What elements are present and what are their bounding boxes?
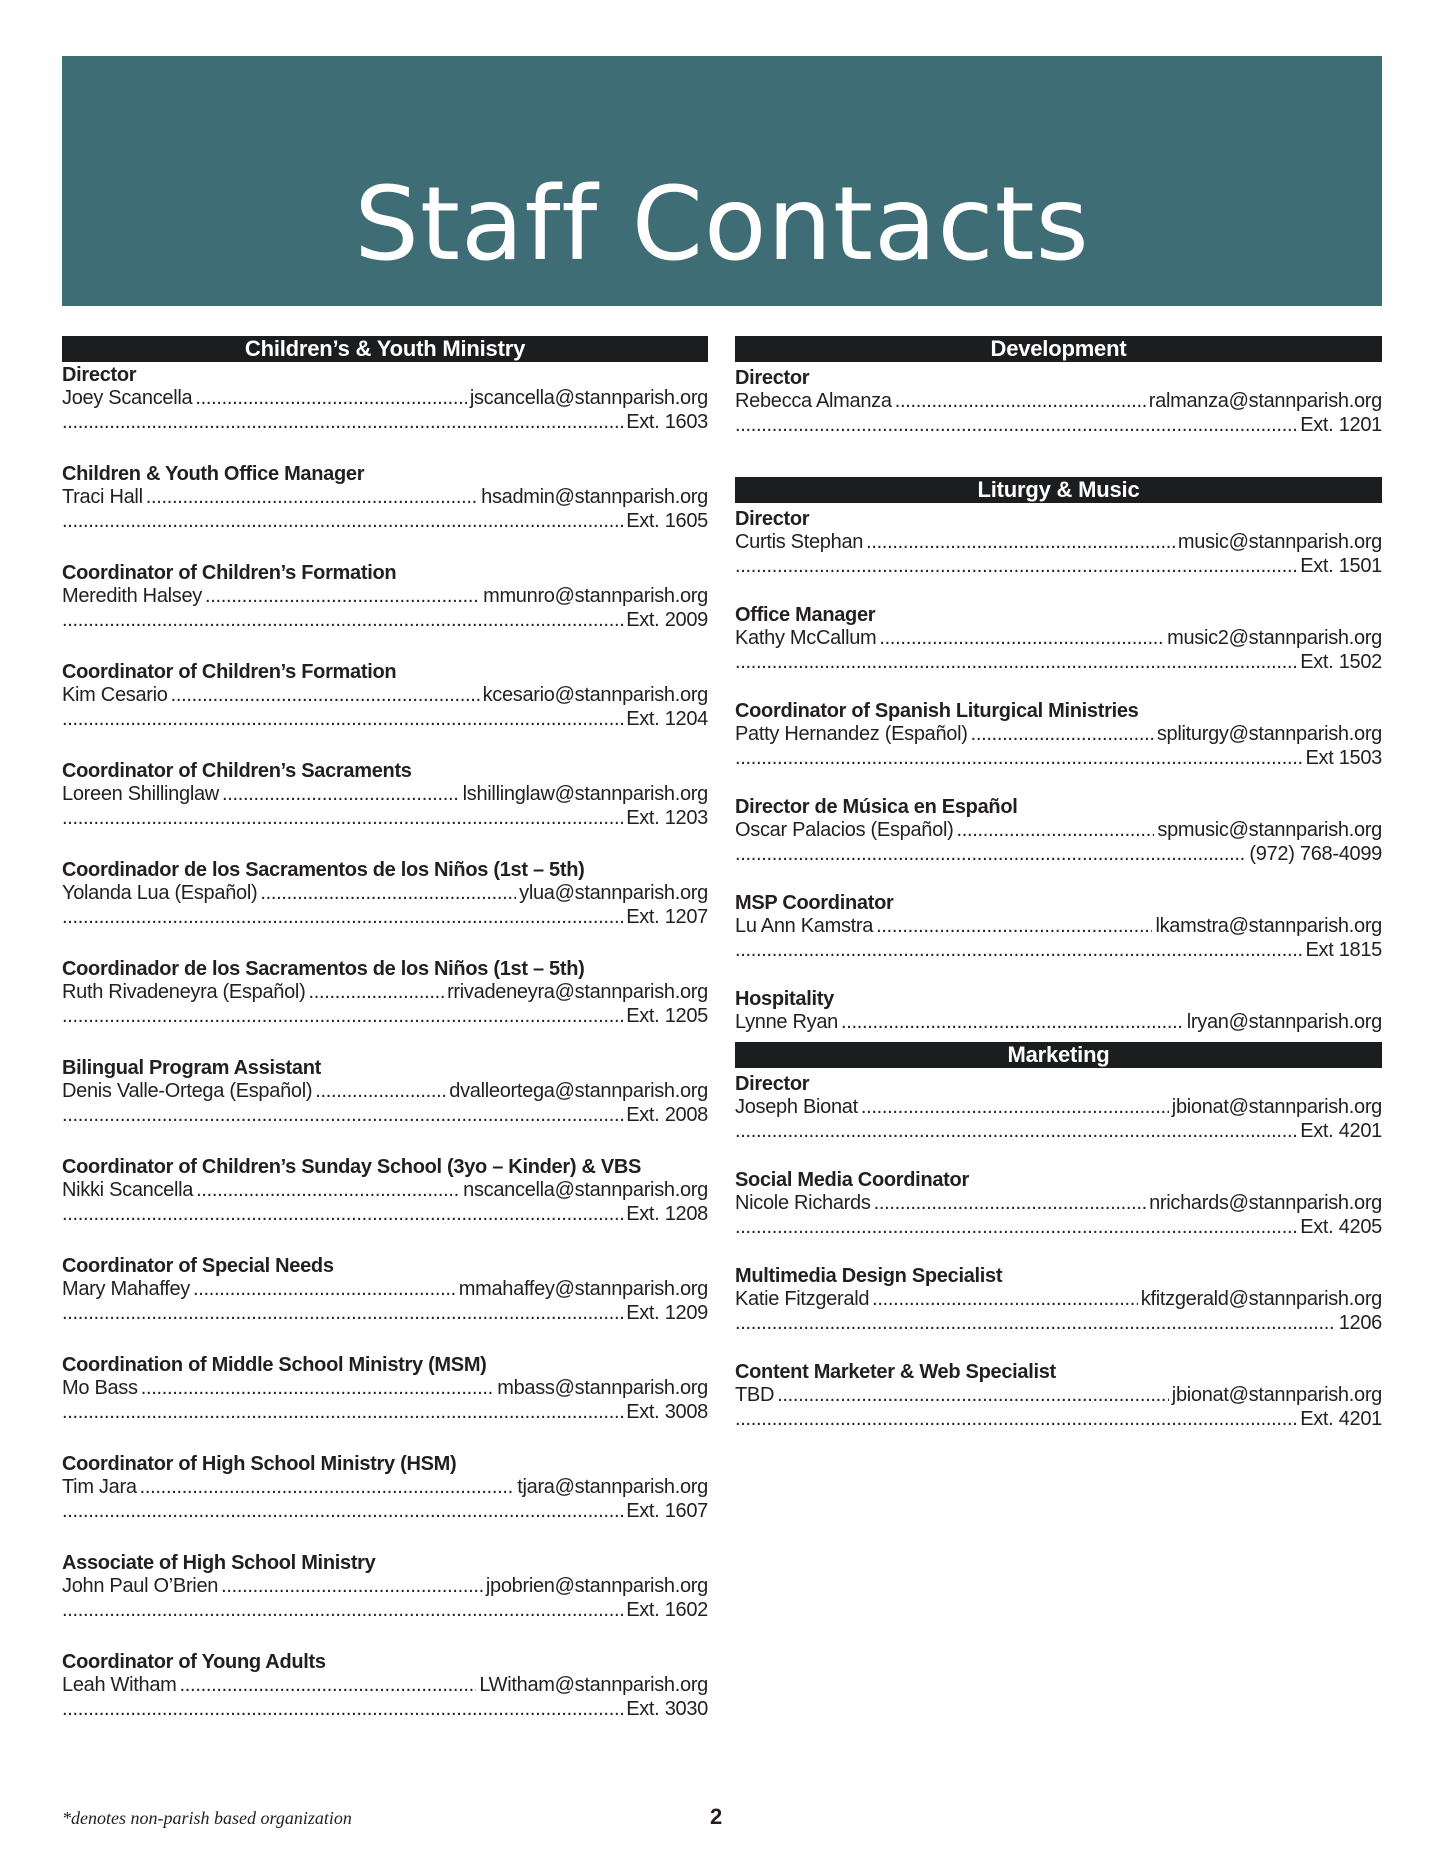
contact-extension-line <box>62 905 708 929</box>
contact-entry <box>62 958 708 1028</box>
contact-name: Loreen Shillinglaw <box>62 783 219 805</box>
contact-email[interactable]: rrivadeneyra@stannparish.org <box>447 981 708 1003</box>
section-header-marketing: Marketing <box>735 1042 1382 1068</box>
contact-role: Director <box>735 1073 810 1095</box>
contact-extension-line <box>62 1499 708 1523</box>
contact-email[interactable]: lshillinglaw@stannparish.org <box>462 783 708 805</box>
dot-leader <box>221 1574 483 1598</box>
contact-email[interactable]: mbass@stannparish.org <box>497 1377 708 1399</box>
contact-extension: Ext. 1603 <box>626 411 708 433</box>
contact-name-email-line <box>62 1178 708 1202</box>
contact-extension: Ext. 1607 <box>626 1500 708 1522</box>
dot-leader <box>735 1407 1297 1431</box>
contact-name-email-line <box>62 1574 708 1598</box>
contact-extension: Ext. 4201 <box>1300 1408 1382 1430</box>
dot-leader <box>62 1103 623 1127</box>
contact-name: Kim Cesario <box>62 684 168 706</box>
contact-name-email-line <box>735 1010 1382 1034</box>
contact-extension: Ext. 1207 <box>626 906 708 928</box>
contact-name: Nikki Scancella <box>62 1179 194 1201</box>
contact-entry <box>62 562 708 632</box>
contact-entry <box>62 1552 708 1622</box>
contact-email[interactable]: kcesario@stannparish.org <box>482 684 708 706</box>
contact-email[interactable]: mmunro@stannparish.org <box>483 585 708 607</box>
contact-extension-line <box>735 938 1382 962</box>
dot-leader <box>222 782 460 806</box>
contact-entry <box>62 364 708 434</box>
contact-entry <box>62 1057 708 1127</box>
dot-leader <box>777 1383 1169 1407</box>
contact-name-email-line <box>62 1079 708 1103</box>
contact-extension-line <box>62 608 708 632</box>
dot-leader <box>193 1277 456 1301</box>
dot-leader <box>866 530 1175 554</box>
contact-extension: Ext. 3008 <box>626 1401 708 1423</box>
footer-note: *denotes non-parish based organization <box>62 1808 352 1828</box>
contact-entry <box>62 760 708 830</box>
contact-name-email-line <box>735 389 1382 413</box>
contact-role: Coordinator of Special Needs <box>62 1255 334 1277</box>
dot-leader <box>205 584 480 608</box>
contact-name: Traci Hall <box>62 486 143 508</box>
contact-email[interactable]: ralmanza@stannparish.org <box>1148 390 1382 412</box>
contact-extension: Ext. 1501 <box>1300 555 1382 577</box>
contact-email[interactable]: music2@stannparish.org <box>1167 627 1382 649</box>
contact-name-email-line <box>62 386 708 410</box>
contact-name-email-line <box>62 485 708 509</box>
contact-extension: Ext 1503 <box>1305 747 1382 769</box>
contact-role: Multimedia Design Specialist <box>735 1265 1003 1287</box>
contact-entry <box>62 1651 708 1721</box>
dot-leader <box>62 1400 623 1424</box>
dot-leader <box>62 1499 623 1523</box>
contact-email[interactable]: ylua@stannparish.org <box>519 882 708 904</box>
page-title: Staff Contacts <box>354 165 1090 284</box>
contact-name: TBD <box>735 1384 775 1406</box>
dot-leader <box>971 722 1154 746</box>
contact-entry <box>62 1156 708 1226</box>
contact-role: MSP Coordinator <box>735 892 894 914</box>
contact-role: Coordinator of Spanish Liturgical Ministries <box>735 700 1139 722</box>
contact-name: Tim Jara <box>62 1476 137 1498</box>
contact-name: Katie Fitzgerald <box>735 1288 870 1310</box>
dot-leader <box>879 626 1164 650</box>
dot-leader <box>735 1311 1336 1335</box>
contact-extension-line <box>62 509 708 533</box>
contact-extension: Ext. 1201 <box>1300 414 1382 436</box>
dot-leader <box>876 914 1152 938</box>
contact-extension-line <box>735 554 1382 578</box>
contact-entry <box>735 892 1382 962</box>
contact-name-email-line <box>735 818 1382 842</box>
dot-leader <box>735 650 1297 674</box>
contact-email[interactable]: jbionat@stannparish.org <box>1171 1384 1382 1406</box>
contact-name-email-line <box>62 584 708 608</box>
contact-role: Director <box>62 364 137 386</box>
contact-name-email-line <box>62 1475 708 1499</box>
dot-leader <box>735 554 1297 578</box>
dot-leader <box>874 1191 1147 1215</box>
contact-extension: Ext. 3030 <box>626 1698 708 1720</box>
contact-role: Bilingual Program Assistant <box>62 1057 321 1079</box>
contact-list <box>735 508 1382 1034</box>
contact-email[interactable]: nscancella@stannparish.org <box>463 1179 708 1201</box>
contact-email[interactable]: jscancella@stannparish.org <box>469 387 708 409</box>
contact-extension: 1206 <box>1338 1312 1382 1334</box>
contact-extension-line <box>735 1119 1382 1143</box>
contact-role: Coordinador de los Sacramentos de los Niños (1st – 5th) <box>62 958 585 980</box>
contact-extension-line <box>735 842 1382 866</box>
dot-leader <box>140 1475 515 1499</box>
contact-entry <box>735 988 1382 1034</box>
dot-leader <box>735 746 1302 770</box>
contact-name-email-line <box>735 626 1382 650</box>
contact-extension: (972) 768-4099 <box>1249 843 1382 865</box>
dot-leader <box>62 707 623 731</box>
dot-leader <box>861 1095 1169 1119</box>
contact-email[interactable]: spliturgy@stannparish.org <box>1156 723 1382 745</box>
contact-name: Patty Hernandez (Español) <box>735 723 968 745</box>
section-header-development: Development <box>735 336 1382 362</box>
contact-name: Meredith Halsey <box>62 585 203 607</box>
dot-leader <box>308 980 444 1004</box>
contact-extension: Ext. 1208 <box>626 1203 708 1225</box>
contact-entry <box>735 1073 1382 1143</box>
contact-extension-line <box>735 1215 1382 1239</box>
contact-extension: Ext. 1203 <box>626 807 708 829</box>
contact-name: Lu Ann Kamstra <box>735 915 874 937</box>
dot-leader <box>62 806 623 830</box>
contact-name: Ruth Rivadeneyra (Español) <box>62 981 306 1003</box>
contact-role: Associate of High School Ministry <box>62 1552 376 1574</box>
contact-entry <box>62 859 708 929</box>
dot-leader <box>141 1376 495 1400</box>
dot-leader <box>62 410 623 434</box>
contact-email[interactable]: kfitzgerald@stannparish.org <box>1140 1288 1382 1310</box>
dot-leader <box>62 1202 623 1226</box>
contact-role: Coordinator of High School Ministry (HSM) <box>62 1453 457 1475</box>
contact-role: Coordination of Middle School Ministry (MSM) <box>62 1354 487 1376</box>
dot-leader <box>735 1119 1297 1143</box>
contact-role: Director de Música en Español <box>735 796 1018 818</box>
left-column <box>62 336 708 1721</box>
contact-extension: Ext. 1502 <box>1300 651 1382 673</box>
contact-email[interactable]: mmahaffey@stannparish.org <box>458 1278 708 1300</box>
contact-email[interactable]: jbionat@stannparish.org <box>1171 1096 1382 1118</box>
contact-email[interactable]: LWitham@stannparish.org <box>479 1674 708 1696</box>
contact-extension-line <box>62 1400 708 1424</box>
contact-extension-line <box>62 707 708 731</box>
contact-extension: Ext. 1605 <box>626 510 708 532</box>
contact-extension: Ext. 2008 <box>626 1104 708 1126</box>
contact-name-email-line <box>62 683 708 707</box>
contact-name: Kathy McCallum <box>735 627 877 649</box>
contact-email[interactable]: lkamstra@stannparish.org <box>1155 915 1382 937</box>
contact-name-email-line <box>735 530 1382 554</box>
contact-email[interactable]: jpobrien@stannparish.org <box>485 1575 708 1597</box>
contact-role: Director <box>735 508 810 530</box>
contact-extension-line <box>62 1103 708 1127</box>
dot-leader <box>735 938 1302 962</box>
dot-leader <box>62 1697 623 1721</box>
dot-leader <box>735 842 1246 866</box>
contact-entry <box>735 508 1382 578</box>
section-header-liturgy-music: Liturgy & Music <box>735 477 1382 503</box>
contact-extension: Ext. 4201 <box>1300 1120 1382 1142</box>
contact-name: Lynne Ryan <box>735 1011 838 1033</box>
contact-role: Coordinator of Children’s Sunday School (3yo – Kinder) & VBS <box>62 1156 642 1178</box>
contact-entry <box>62 1453 708 1523</box>
contact-extension: Ext. 1205 <box>626 1005 708 1027</box>
dot-leader <box>895 389 1146 413</box>
contact-entry <box>62 1354 708 1424</box>
contact-extension: Ext. 4205 <box>1300 1216 1382 1238</box>
contact-entry <box>735 367 1382 437</box>
dot-leader <box>146 485 478 509</box>
contact-entry <box>735 1361 1382 1431</box>
contact-name-email-line <box>62 1376 708 1400</box>
dot-leader <box>62 1301 623 1325</box>
contact-extension-line <box>62 1697 708 1721</box>
dot-leader <box>315 1079 446 1103</box>
dot-leader <box>735 413 1297 437</box>
contact-role: Office Manager <box>735 604 876 626</box>
contact-extension: Ext. 1602 <box>626 1599 708 1621</box>
contact-role: Coordinator of Children’s Formation <box>62 562 397 584</box>
contact-extension-line <box>735 1407 1382 1431</box>
dot-leader <box>62 509 623 533</box>
contact-name-email-line <box>735 1191 1382 1215</box>
contact-name: Rebecca Almanza <box>735 390 892 412</box>
contact-name: Mo Bass <box>62 1377 138 1399</box>
dot-leader <box>735 1215 1297 1239</box>
contact-extension-line <box>62 1598 708 1622</box>
contact-email[interactable]: lryan@stannparish.org <box>1186 1011 1382 1033</box>
contact-extension-line <box>62 1301 708 1325</box>
contact-entry <box>62 463 708 533</box>
contact-name-email-line <box>735 722 1382 746</box>
contact-email[interactable]: nrichards@stannparish.org <box>1149 1192 1382 1214</box>
contact-email[interactable]: dvalleortega@stannparish.org <box>449 1080 708 1102</box>
dot-leader <box>196 1178 460 1202</box>
contact-name-email-line <box>735 1287 1382 1311</box>
contact-name: Nicole Richards <box>735 1192 871 1214</box>
contact-entry <box>62 1255 708 1325</box>
contact-entry <box>735 1265 1382 1335</box>
contact-name-email-line <box>62 980 708 1004</box>
contact-list <box>735 1073 1382 1431</box>
contact-name: Yolanda Lua (Español) <box>62 882 258 904</box>
contact-email[interactable]: music@stannparish.org <box>1177 531 1382 553</box>
contact-role: Coordinator of Children’s Sacraments <box>62 760 412 782</box>
contact-email[interactable]: spmusic@stannparish.org <box>1157 819 1382 841</box>
contact-entry <box>735 796 1382 866</box>
contact-name-email-line <box>62 782 708 806</box>
contact-extension: Ext. 1204 <box>626 708 708 730</box>
dot-leader <box>956 818 1154 842</box>
dot-leader <box>62 905 623 929</box>
contact-name-email-line <box>735 1095 1382 1119</box>
contact-extension-line <box>62 1004 708 1028</box>
contact-name: Leah Witham <box>62 1674 177 1696</box>
contact-extension-line <box>62 806 708 830</box>
dot-leader <box>872 1287 1138 1311</box>
contact-extension-line <box>735 746 1382 770</box>
dot-leader <box>180 1673 477 1697</box>
dot-leader <box>171 683 480 707</box>
contact-entry <box>735 604 1382 674</box>
contact-name: Joey Scancella <box>62 387 193 409</box>
contact-extension-line <box>735 413 1382 437</box>
contact-name-email-line <box>735 1383 1382 1407</box>
dot-leader <box>62 1004 623 1028</box>
dot-leader <box>260 881 516 905</box>
contact-name: Joseph Bionat <box>735 1096 858 1118</box>
contact-name: John Paul O’Brien <box>62 1575 219 1597</box>
contact-name: Oscar Palacios (Español) <box>735 819 954 841</box>
contact-role: Coordinator of Children’s Formation <box>62 661 397 683</box>
contact-list <box>735 367 1382 437</box>
contact-name: Mary Mahaffey <box>62 1278 191 1300</box>
dot-leader <box>62 608 623 632</box>
contact-extension: Ext. 2009 <box>626 609 708 631</box>
contact-extension-line <box>735 1311 1382 1335</box>
dot-leader <box>195 386 466 410</box>
header-banner <box>62 56 1382 306</box>
contact-role: Hospitality <box>735 988 834 1010</box>
contact-name-email-line <box>62 881 708 905</box>
contact-extension: Ext. 1209 <box>626 1302 708 1324</box>
dot-leader <box>62 1598 623 1622</box>
right-column <box>735 336 1382 1431</box>
contact-entry <box>735 1169 1382 1239</box>
contact-email[interactable]: hsadmin@stannparish.org <box>481 486 708 508</box>
dot-leader <box>841 1010 1184 1034</box>
contact-list <box>62 364 708 1721</box>
contact-entry <box>62 661 708 731</box>
contact-role: Coordinator of Young Adults <box>62 1651 326 1673</box>
contact-name: Denis Valle-Ortega (Español) <box>62 1080 313 1102</box>
contact-entry <box>735 700 1382 770</box>
contact-extension-line <box>62 410 708 434</box>
contact-extension-line <box>735 650 1382 674</box>
contact-email[interactable]: tjara@stannparish.org <box>517 1476 708 1498</box>
contact-name: Curtis Stephan <box>735 531 864 553</box>
section-header-childrens-youth: Children’s & Youth Ministry <box>62 336 708 362</box>
contact-role: Director <box>735 367 810 389</box>
contact-role: Content Marketer & Web Specialist <box>735 1361 1056 1383</box>
contact-name-email-line <box>62 1277 708 1301</box>
contact-role: Social Media Coordinator <box>735 1169 969 1191</box>
contact-role: Coordinador de los Sacramentos de los Niños (1st – 5th) <box>62 859 585 881</box>
page-number: 2 <box>710 1804 723 1829</box>
contact-role: Children & Youth Office Manager <box>62 463 365 485</box>
contact-name-email-line <box>735 914 1382 938</box>
contact-extension-line <box>62 1202 708 1226</box>
contact-extension: Ext 1815 <box>1305 939 1382 961</box>
contact-name-email-line <box>62 1673 708 1697</box>
